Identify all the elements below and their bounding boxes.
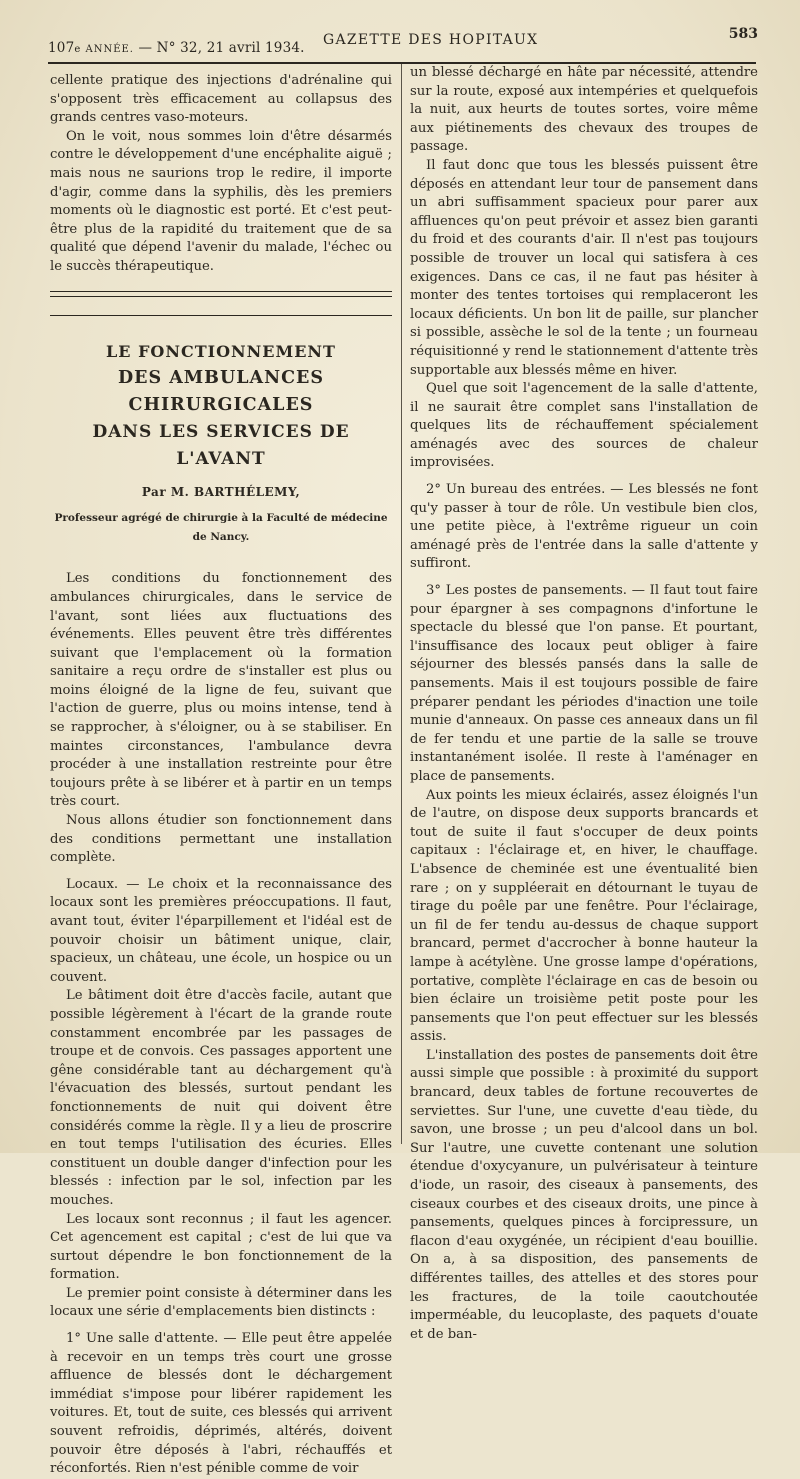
intro-paragraph: On le voit, nous sommes loin d'être désarmés contre le développement d'une encéphalite aiguë ; mais nous ne saurions trop le redire, il importe d'agir, comme dans la syphilis, dès les premiers moments où le diagnostic est porté. Et c'est peut-être plus de la rapidité du traitement que de sa qualité que dépend l'avenir du malade, l'échec ou le succès thérapeutique. [50, 128, 392, 274]
running-header [48, 26, 758, 56]
header-volume-suffix: e ANNÉE. [74, 44, 134, 55]
article-title-line: LE FONCTIONNEMENT [106, 341, 336, 361]
intro-paragraph: cellente pratique des injections d'adrénaline qui s'opposent très efficacement au collapsus des grands centres vaso-moteurs. [50, 73, 392, 126]
body-paragraph: Quel que soit l'agencement de la salle d'attente, il ne saurait être complet sans l'installation de quelques lits de réchauffement spécialement aménagés avec des sources de chaleur improvisées. [410, 381, 758, 471]
section-double-rule [50, 291, 392, 297]
body-paragraph: Les locaux sont reconnus ; il faut les agencer. Cet agencement est capital ; c'est de lui que va surtout dépendre le bon fonctionnement de la formation. [50, 1211, 392, 1283]
left-column [50, 72, 392, 1479]
header-volume: 107 [48, 40, 75, 56]
body-paragraph: Le premier point consiste à déterminer dans les locaux une série d'emplacements bien distincts : [50, 1285, 392, 1320]
body-paragraph: 2° Un bureau des entrées. — Les blessés ne font qu'y passer à tour de rôle. Un vestibule bien clos, une petite pièce, à l'extrême rigueur un coin aménagé près de l'entrée dans la salle d'attente y suffiront. [410, 482, 758, 572]
body-paragraph: 1° Une salle d'attente. — Elle peut être appelée à recevoir en un temps très court une grosse affluence de blessés dont le déchargement immédiat s'impose pour libérer rapidement les voitures. Et, tout de suite, ces blessés qui arrivent souvent refroidis, déprimés, altérés, doivent pouvoir être déposés à l'abri, réchauffés et réconfortés. Rien n'est pénible comme de voir [50, 1331, 392, 1477]
header-issue-info [48, 40, 305, 56]
article-title-line: DANS LES SERVICES DE L'AVANT [92, 421, 350, 469]
article-title-line: DES AMBULANCES CHIRURGICALES [117, 367, 325, 415]
header-issue: — N° 32, 21 avril 1934. [138, 40, 305, 56]
journal-name: GAZETTE DES HOPITAUX [323, 32, 539, 48]
author-affiliation: Professeur agrégé de chirurgie à la Faculté de médecine de Nancy. [54, 512, 388, 543]
section-rule [50, 315, 392, 316]
body-paragraph: un blessé déchargé en hâte par nécessité, attendre sur la route, exposé aux intempéries et quelquefois la nuit, aux heurts de toutes sortes, voire même aux piétinements des chevaux des troupes de passage. [410, 65, 758, 155]
body-paragraph: Il faut donc que tous les blessés puissent être déposés en attendant leur tour de pansement dans un abri suffisamment spacieux pour parer aux affluences qu'on peut prévoir et assez bien garanti du froid et des courants d'air. Il n'est pas toujours possible de trouver un local qui satisfera à ces exigences. Dans ce cas, il ne faut pas hésiter à monter des tentes tortoises qui remplaceront les locaux déficients. Un bon lit de paille, sur plancher si possible, assèche le sol de la tente ; un fourneau réquisitionné y rend le stationnement d'attente très supportable aux blessés même en hiver. [410, 157, 758, 378]
article-byline: Par M. BARTHÉLEMY, [141, 484, 301, 499]
body-paragraph: Nous allons étudier son fonctionnement dans des conditions permettant une installation complète. [50, 813, 392, 866]
body-paragraph: L'installation des postes de pansements doit être aussi simple que possible : à proximité du support brancard, deux tables de fortune recouvertes de serviettes. Sur l'une, une cuvette d'eau tiède, du savon, une brosse ; un peu d'alcool dans un bol. Sur l'autre, une cuvette contenant une solution étendue d'oxycyanure, un pulvérisateur à teinture d'iode, un rasoir, des ciseaux à pansements, des ciseaux courbes et des ciseaux droits, une pince à pansements, quelques pinces à forcipressure, un flacon d'eau oxygénée, un récipient d'eau bouillie. On a, à sa disposition, des pansements de différentes tailles, des attelles et des stores pour les fractures, de la toile caoutchoutée imperméable, du leucoplaste, des paquets d'ouate et de ban- [410, 1047, 758, 1342]
body-paragraph: Les conditions du fonctionnement des ambulances chirurgicales, dans le service de l'avant, sont liées aux fluctuations des événements. Elles peuvent être très différentes suivant que l'emplacement où la formation sanitaire a reçu ordre de s'installer est plus ou moins éloigné de la ligne de feu, suivant que l'action de guerre, plus ou moins intense, tend à se rapprocher, à s'éloigner, ou à se stabiliser. En maintes circonstances, l'ambulance devra procéder à une installation restreinte pour être toujours prête à se libérer et à partir en un temps très court. [50, 571, 392, 810]
body-paragraph: Aux points les mieux éclairés, assez éloignés l'un de l'autre, on dispose deux supports brancards et tout de suite il faut s'occuper de deux points capitaux : l'éclairage et, en hiver, le chauffage. L'absence de cheminée est une éventualité bien rare ; on y suppléerait en détournant le tuyau de tirage du poêle par une fenêtre. Pour l'éclairage, un fil de fer tendu au-dessus de chaque support brancard, permet d'accrocher à bonne hauteur la lampe à acétylène. Une grosse lampe d'opérations, portative, complète l'éclairage en cas de besoin ou bien éclaire un troisième petit poste pour les pansements que l'on peut effectuer sur les blessés assis. [410, 787, 758, 1045]
body-paragraph: Le bâtiment doit être d'accès facile, autant que possible légèrement à l'écart de la grande route constamment encombrée par les passages de troupe et de convois. Ces passages apportent une gêne considérable tant au déchargement qu'à l'évacuation des blessés, surtout pendant les fonctionnements de nuit qui doivent être considérés comme la règle. Il y a lieu de proscrire en tout temps l'utilisation des écuries. Elles constituent un double danger d'infection pour les blessés : infection par le sol, infection par les mouches. [50, 988, 392, 1208]
body-paragraph: 3° Les postes de pansements. — Il faut tout faire pour épargner à ses compagnons d'infortune le spectacle du blessé que l'on panse. Et pourtant, l'insuffisance des locaux peut obliger à faire séjourner des blessés pansés dans la salle de pansements. Mais il est toujours possible de faire préparer pendant les périodes d'inaction une toile munie d'anneaux. On passe ces anneaux dans un fil de fer tendu et une partie de la salle se trouve instantanément isolée. Il reste à l'aménager en place de pansements. [410, 583, 758, 784]
page-number: 583 [728, 26, 758, 42]
column-divider [401, 64, 402, 1144]
right-column [410, 64, 758, 1344]
body-paragraph: Locaux. — Le choix et la reconnaissance des locaux sont les premières préoccupations. Il faut, avant tout, éviter l'éparpillement et l'idéal est de pouvoir choisir un bâtiment unique, clair, spacieux, un château, une école, un hospice ou un couvent. [50, 876, 392, 985]
article-title [50, 338, 392, 473]
